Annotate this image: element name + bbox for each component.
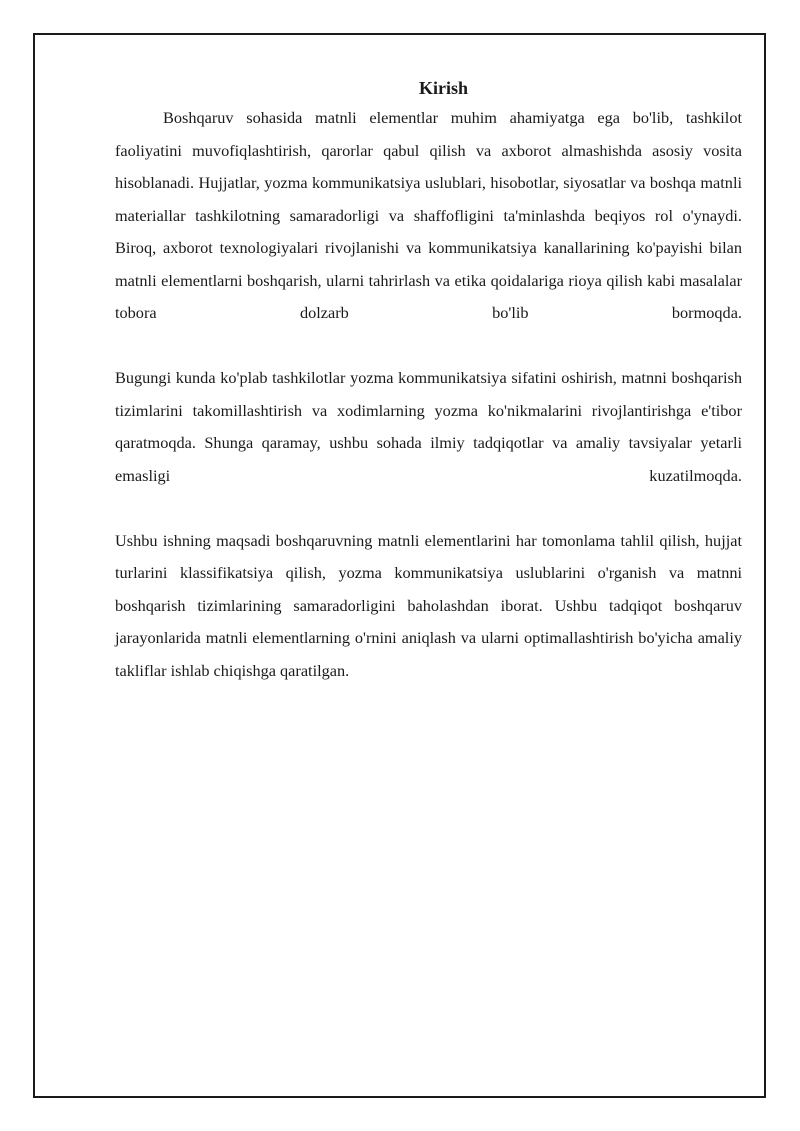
document-body: [115, 76, 742, 687]
paragraph-3: Ushbu ishning maqsadi boshqaruvning matnli elementlarini har tomonlama tahlil qilish, hujjat turlarini klassifikatsiya qilish, yozma kommunikatsiya uslublarini o'rganish va matnni boshqarish tizimlarining samaradorligini baholashdan iborat. Ushbu tadqiqot boshqaruv jarayonlarida matnli elementlarning o'rnini aniqlash va ularni optimallashtirish bo'yicha amaliy takliflar ishlab chiqishga qaratilgan.: [115, 530, 742, 680]
document-title: Kirish: [418, 78, 468, 98]
paragraph-2: Bugungi kunda ko'plab tashkilotlar yozma kommunikatsiya sifatini oshirish, matnni boshqarish tizimlarini takomillashtirish va xodimlarning yozma ko'nikmalarini rivojlantirishga e'tibor qaratmoqda. Shunga qaramay, ushbu sohada ilmiy tadqiqotlar va amaliy tavsiyalar yetarli emasligi kuzatilmoqda.: [115, 368, 742, 485]
paragraph-1: Boshqaruv sohasida matnli elementlar muhim ahamiyatga ega bo'lib, tashkilot faoliyatini muvofiqlashtirish, qarorlar qabul qilish va axborot almashishda asosiy vosita hisoblanadi. Hujjatlar, yozma kommunikatsiya uslublari, hisobotlar, siyosatlar va boshqa matnli materiallar tashkilotning samaradorligi va shaffofligini ta'minlashda beqiyos rol o'ynaydi. Biroq, axborot texnologiyalari rivojlanishi va kommunikatsiya kanallarining ko'payishi bilan matnli elementlarni boshqarish, ularni tahrirlash va etika qoidalariga rioya qilish kabi masalalar tobora dolzarb bo'lib bormoqda.: [115, 108, 742, 322]
paragraph-spacer: [115, 492, 742, 525]
paragraph-spacer: [115, 330, 742, 363]
